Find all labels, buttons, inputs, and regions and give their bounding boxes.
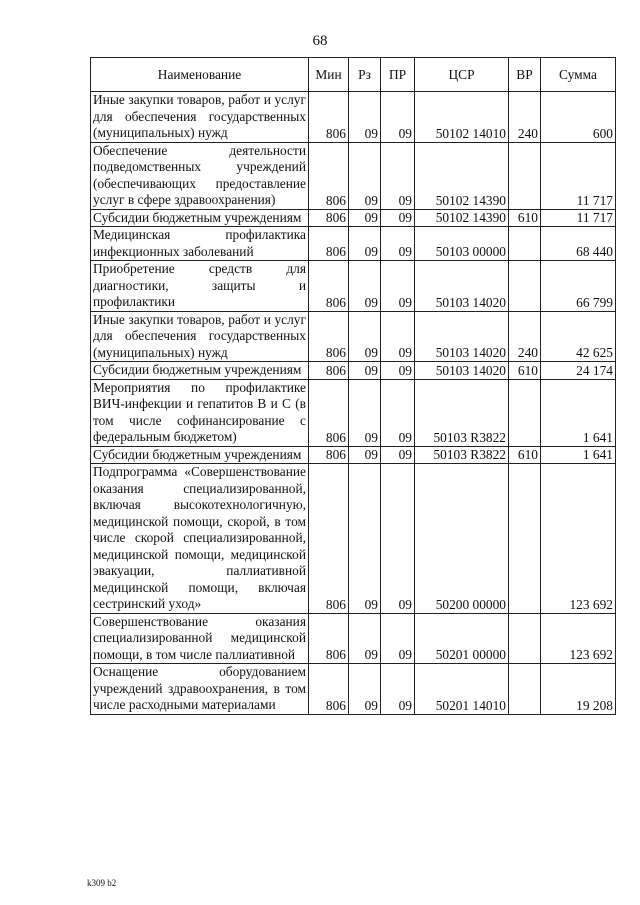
row-sum: 123 692 xyxy=(541,464,616,614)
row-min: 806 xyxy=(309,613,349,664)
header-name: Наименование xyxy=(91,58,309,92)
table-row xyxy=(91,209,616,227)
row-vr xyxy=(509,227,541,261)
row-rz: 09 xyxy=(349,464,381,614)
row-sum: 19 208 xyxy=(541,664,616,715)
row-pr: 09 xyxy=(381,446,415,464)
row-pr: 09 xyxy=(381,92,415,143)
row-name: Совершенствование оказания специализированной медицинской помощи, в том числе паллиативной xyxy=(91,613,309,664)
row-csr: 50201 14010 xyxy=(415,664,509,715)
row-rz: 09 xyxy=(349,379,381,446)
row-min: 806 xyxy=(309,446,349,464)
table-row xyxy=(91,362,616,380)
row-csr: 50200 00000 xyxy=(415,464,509,614)
row-vr xyxy=(509,142,541,209)
row-min: 806 xyxy=(309,142,349,209)
row-min: 806 xyxy=(309,92,349,143)
row-sum: 1 641 xyxy=(541,446,616,464)
row-csr: 50102 14390 xyxy=(415,209,509,227)
row-csr: 50103 R3822 xyxy=(415,446,509,464)
page-number: 68 xyxy=(312,33,328,49)
row-sum: 24 174 xyxy=(541,362,616,380)
row-pr: 09 xyxy=(381,379,415,446)
row-min: 806 xyxy=(309,311,349,362)
row-name: Оснащение оборудованием учреждений здравоохранения, в том числе расходными материалами xyxy=(91,664,309,715)
footer-code: k309 b2 xyxy=(87,878,117,888)
row-rz: 09 xyxy=(349,362,381,380)
table-row xyxy=(91,261,616,312)
row-name: Мероприятия по профилактике ВИЧ-инфекции и гепатитов В и С (в том числе софинансирование с федеральным бюджетом) xyxy=(91,379,309,446)
table-row xyxy=(91,446,616,464)
row-sum: 123 692 xyxy=(541,613,616,664)
header-pr: ПР xyxy=(381,58,415,92)
row-pr: 09 xyxy=(381,464,415,614)
table-row xyxy=(91,311,616,362)
header-sum: Сумма xyxy=(541,58,616,92)
table-header-row xyxy=(91,58,616,92)
row-csr: 50103 R3822 xyxy=(415,379,509,446)
row-csr: 50102 14010 xyxy=(415,92,509,143)
row-min: 806 xyxy=(309,664,349,715)
row-pr: 09 xyxy=(381,362,415,380)
header-vr: ВР xyxy=(509,58,541,92)
row-pr: 09 xyxy=(381,261,415,312)
row-vr: 240 xyxy=(509,92,541,143)
row-csr: 50103 00000 xyxy=(415,227,509,261)
row-pr: 09 xyxy=(381,311,415,362)
row-rz: 09 xyxy=(349,142,381,209)
row-vr xyxy=(509,261,541,312)
row-vr: 610 xyxy=(509,362,541,380)
row-rz: 09 xyxy=(349,446,381,464)
row-sum: 42 625 xyxy=(541,311,616,362)
row-rz: 09 xyxy=(349,613,381,664)
row-min: 806 xyxy=(309,227,349,261)
table-row xyxy=(91,613,616,664)
row-min: 806 xyxy=(309,362,349,380)
row-rz: 09 xyxy=(349,227,381,261)
table-row xyxy=(91,664,616,715)
row-csr: 50102 14390 xyxy=(415,142,509,209)
row-min: 806 xyxy=(309,209,349,227)
row-rz: 09 xyxy=(349,209,381,227)
row-rz: 09 xyxy=(349,311,381,362)
row-name: Субсидии бюджетным учреждениям xyxy=(91,209,309,227)
row-name: Субсидии бюджетным учреждениям xyxy=(91,362,309,380)
row-name: Приобретение средств для диагностики, защиты и профилактики xyxy=(91,261,309,312)
table-row xyxy=(91,464,616,614)
row-name: Иные закупки товаров, работ и услуг для обеспечения государственных (муниципальных) нужд xyxy=(91,92,309,143)
row-vr: 610 xyxy=(509,446,541,464)
row-pr: 09 xyxy=(381,209,415,227)
row-pr: 09 xyxy=(381,664,415,715)
row-rz: 09 xyxy=(349,664,381,715)
row-csr: 50103 14020 xyxy=(415,362,509,380)
table-row xyxy=(91,379,616,446)
row-rz: 09 xyxy=(349,92,381,143)
table-row xyxy=(91,92,616,143)
table-row xyxy=(91,142,616,209)
row-name: Подпрограмма «Совершенствование оказания специализированной, включая высокотехнологичную, медицинской помощи, скорой, в том числе скорой специализированной, медицинской помощи, медицинской эвакуации, паллиативной медицинской помощи, включая сестринский уход» xyxy=(91,464,309,614)
row-pr: 09 xyxy=(381,142,415,209)
row-sum: 11 717 xyxy=(541,209,616,227)
row-min: 806 xyxy=(309,379,349,446)
row-sum: 1 641 xyxy=(541,379,616,446)
row-vr xyxy=(509,464,541,614)
row-pr: 09 xyxy=(381,613,415,664)
row-vr: 610 xyxy=(509,209,541,227)
row-sum: 600 xyxy=(541,92,616,143)
header-min: Мин xyxy=(309,58,349,92)
header-rz: Рз xyxy=(349,58,381,92)
row-min: 806 xyxy=(309,464,349,614)
row-sum: 66 799 xyxy=(541,261,616,312)
row-name: Медицинская профилактика инфекционных заболеваний xyxy=(91,227,309,261)
row-vr xyxy=(509,379,541,446)
table-row xyxy=(91,227,616,261)
row-vr xyxy=(509,664,541,715)
row-csr: 50103 14020 xyxy=(415,261,509,312)
row-csr: 50201 00000 xyxy=(415,613,509,664)
header-csr: ЦСР xyxy=(415,58,509,92)
row-csr: 50103 14020 xyxy=(415,311,509,362)
row-name: Иные закупки товаров, работ и услуг для обеспечения государственных (муниципальных) нужд xyxy=(91,311,309,362)
row-name: Обеспечение деятельности подведомственных учреждений (обеспечивающих предоставление услуг в сфере здравоохранения) xyxy=(91,142,309,209)
row-vr xyxy=(509,613,541,664)
row-name: Субсидии бюджетным учреждениям xyxy=(91,446,309,464)
row-pr: 09 xyxy=(381,227,415,261)
row-sum: 11 717 xyxy=(541,142,616,209)
row-rz: 09 xyxy=(349,261,381,312)
row-vr: 240 xyxy=(509,311,541,362)
row-sum: 68 440 xyxy=(541,227,616,261)
budget-table xyxy=(90,57,616,715)
row-min: 806 xyxy=(309,261,349,312)
